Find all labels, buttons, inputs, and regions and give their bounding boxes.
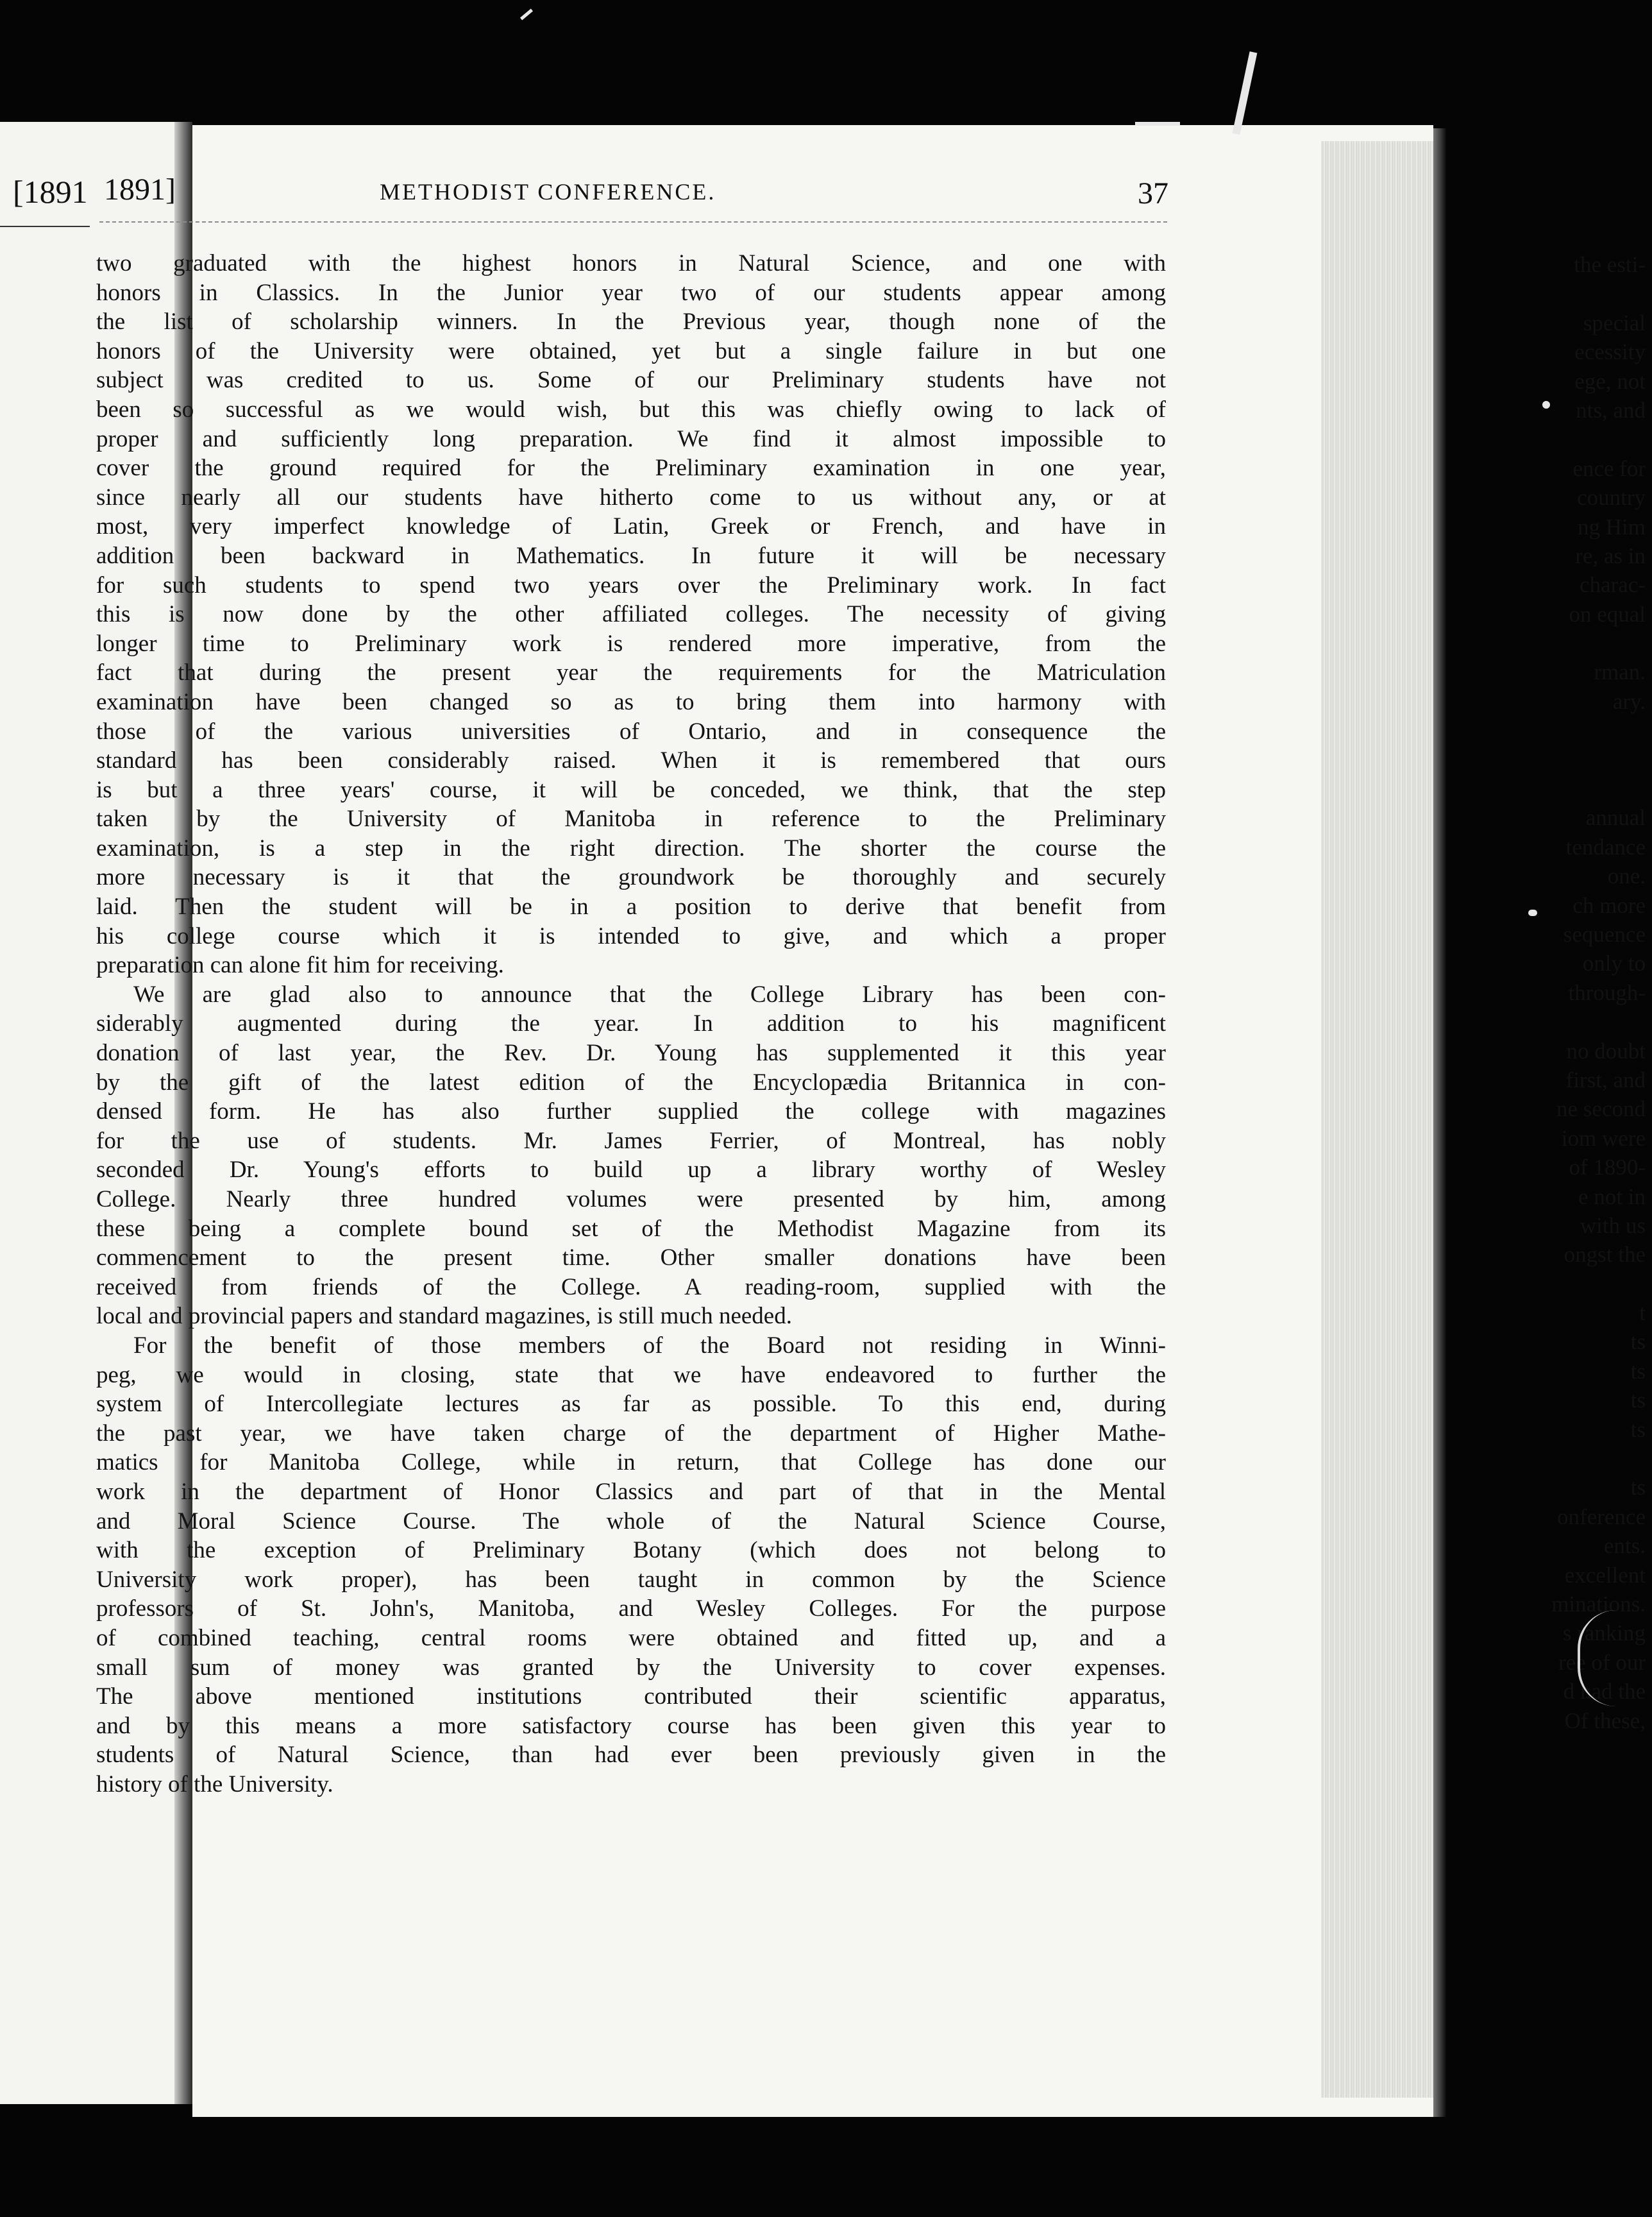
- body-line: more necessary is it that the groundwork be thoroughly and securely: [96, 864, 1166, 891]
- body-line: history of the University.: [96, 1771, 333, 1797]
- left-header-rule: [0, 226, 90, 227]
- left-page-line: special: [1583, 310, 1646, 336]
- body-line: is but a three years' course, it will be conceded, we think, that the step: [96, 776, 1166, 803]
- left-page-line: ary.: [1612, 688, 1646, 714]
- left-page-line: ts: [1630, 1329, 1646, 1355]
- left-page-header: [1891: [13, 174, 88, 210]
- left-page-line: country: [1577, 485, 1646, 511]
- left-page-line: Of these,: [1564, 1708, 1646, 1733]
- body-line: his college course which it is intended to give, and which a proper: [96, 922, 1166, 949]
- left-page-line: ents.: [1603, 1533, 1646, 1559]
- body-line: the past year, we have taken charge of the department of Higher Mathe-: [96, 1420, 1166, 1447]
- body-line: honors in Classics. In the Junior year two of our students appear among: [96, 279, 1166, 306]
- body-line: standard has been considerably raised. When it is remembered that ours: [96, 747, 1166, 774]
- body-line: the list of scholarship winners. In the Previous year, though none of the: [96, 309, 1166, 336]
- body-line: those of the various universities of Ontario, and in consequence the: [96, 718, 1166, 745]
- body-line: honors of the University were obtained, yet but a single failure in but one: [96, 337, 1166, 364]
- left-page-line: first, and: [1565, 1067, 1646, 1092]
- left-page-line: annual: [1585, 805, 1646, 831]
- left-page-line: no doubt: [1566, 1038, 1646, 1064]
- scan-mark: [1528, 910, 1537, 916]
- left-page-line: minations.: [1551, 1591, 1646, 1617]
- left-page-line: ch more: [1572, 892, 1646, 918]
- left-page-line: d had the: [1563, 1679, 1646, 1704]
- body-line: proper and sufficiently long preparation. We find it almost impossible to: [96, 425, 1166, 452]
- header-rule: [99, 221, 1167, 223]
- body-line: for the use of students. Mr. James Ferrier, of Montreal, has nobly: [96, 1127, 1166, 1154]
- left-page-line: e not in: [1578, 1184, 1646, 1209]
- left-page-line: ree of our: [1558, 1649, 1646, 1675]
- body-line: examination have been changed so as to bring them into harmony with: [96, 688, 1166, 715]
- left-page-line: through-: [1568, 980, 1646, 1005]
- left-page-line: charac-: [1580, 572, 1646, 598]
- scan-mark: [1135, 122, 1180, 126]
- left-page-line: ence for: [1572, 455, 1646, 481]
- body-line: longer time to Preliminary work is rendered more imperative, from the: [96, 630, 1166, 657]
- body-line: subject was credited to us. Some of our Preliminary students have not: [96, 367, 1166, 394]
- body-line: for such students to spend two years over the Preliminary work. In fact: [96, 572, 1166, 599]
- page-number: 37: [1138, 176, 1168, 210]
- left-page-line: the esti-: [1574, 252, 1646, 277]
- body-line: two graduated with the highest honors in Natural Science, and one with: [96, 250, 1166, 276]
- left-page-line: ng Him: [1578, 514, 1646, 539]
- body-line: professors of St. John's, Manitoba, and Wesley Colleges. For the purpose: [96, 1595, 1166, 1622]
- left-page-line: t: [1639, 1300, 1646, 1326]
- body-line: this is now done by the other affiliated colleges. The necessity of giving: [96, 601, 1166, 628]
- body-text: [96, 249, 1166, 1799]
- left-page-line: ts: [1630, 1388, 1646, 1413]
- body-line: examination, is a step in the right direction. The shorter the course the: [96, 835, 1166, 862]
- body-line: of combined teaching, central rooms were obtained and fitted up, and a: [96, 1624, 1166, 1651]
- running-header: [104, 172, 1168, 217]
- left-page-line: ege, not: [1574, 368, 1646, 394]
- left-page-line: onference: [1557, 1504, 1646, 1529]
- body-line: and by this means a more satisfactory course has been given this year to: [96, 1712, 1166, 1739]
- left-page-line: ecessity: [1574, 339, 1646, 365]
- left-page-line: ts: [1630, 1358, 1646, 1384]
- left-page-line: s ranking: [1562, 1620, 1646, 1646]
- body-line: College. Nearly three hundred volumes were presented by him, among: [96, 1186, 1166, 1212]
- left-page-line: excellent: [1564, 1562, 1646, 1588]
- scan-mark: [520, 9, 533, 21]
- body-line: these being a complete bound set of the Methodist Magazine from its: [96, 1215, 1166, 1242]
- body-line: taken by the University of Manitoba in reference to the Preliminary: [96, 806, 1166, 833]
- body-line: with the exception of Preliminary Botany (which does not belong to: [96, 1537, 1166, 1564]
- left-page-line: re, as in: [1575, 543, 1646, 568]
- body-line: preparation can alone fit him for receiving.: [96, 952, 504, 979]
- body-line: work in the department of Honor Classics and part of that in the Mental: [96, 1478, 1166, 1505]
- body-line: cover the ground required for the Preliminary examination in one year,: [96, 455, 1166, 482]
- left-page-line: iom were: [1561, 1125, 1646, 1151]
- body-line: fact that during the present year the requirements for the Matriculation: [96, 659, 1166, 686]
- left-page-line: sequence: [1563, 921, 1646, 947]
- left-page-line: ongst the: [1564, 1242, 1646, 1268]
- left-page-line: only to: [1582, 951, 1646, 976]
- left-page-line: tendance: [1565, 834, 1646, 860]
- header-year: 1891]: [104, 173, 176, 207]
- body-line: laid. Then the student will be in a position to derive that benefit from: [96, 894, 1166, 921]
- body-line: The above mentioned institutions contributed their scientific apparatus,: [96, 1683, 1166, 1710]
- body-line: students of Natural Science, than had ever been previously given in the: [96, 1742, 1166, 1769]
- body-line: by the gift of the latest edition of the Encyclopædia Britannica in con-: [96, 1069, 1166, 1096]
- page-edges: [1321, 141, 1433, 2098]
- body-line: University work proper), has been taught in common by the Science: [96, 1566, 1166, 1593]
- body-line: seconded Dr. Young's efforts to build up a library worthy of Wesley: [96, 1157, 1166, 1184]
- body-line: We are glad also to announce that the College Library has been con-: [133, 981, 1166, 1008]
- body-line: since nearly all our students have hitherto come to us without any, or at: [96, 484, 1166, 511]
- body-line: commencement to the present time. Other smaller donations have been: [96, 1244, 1166, 1271]
- left-page-line: rman.: [1594, 659, 1646, 685]
- body-line: For the benefit of those members of the Board not residing in Winni-: [133, 1332, 1166, 1359]
- left-page-line: of 1890-: [1569, 1155, 1646, 1180]
- body-line: donation of last year, the Rev. Dr. Young has supplemented it this year: [96, 1040, 1166, 1067]
- body-line: local and provincial papers and standard magazines, is still much needed.: [96, 1303, 792, 1330]
- left-page-line: ts: [1630, 1475, 1646, 1500]
- scan-mark: [1578, 1610, 1631, 1706]
- body-line: system of Intercollegiate lectures as far as possible. To this end, during: [96, 1391, 1166, 1418]
- body-line: siderably augmented during the year. In addition to his magnificent: [96, 1010, 1166, 1037]
- left-page-line: with us: [1580, 1212, 1646, 1238]
- body-line: small sum of money was granted by the University to cover expenses.: [96, 1654, 1166, 1681]
- body-line: most, very imperfect knowledge of Latin, Greek or French, and have in: [96, 513, 1166, 540]
- left-page-line: nts, and: [1576, 397, 1646, 423]
- scan-mark: [1542, 401, 1550, 409]
- left-page-line: on equal: [1569, 601, 1646, 627]
- left-page-line: ts: [1630, 1416, 1646, 1442]
- scan-mark: [1233, 51, 1258, 135]
- header-title: METHODIST CONFERENCE.: [380, 179, 716, 205]
- left-page-line: ne second: [1556, 1096, 1646, 1122]
- body-line: peg, we would in closing, state that we have endeavored to further the: [96, 1361, 1166, 1388]
- body-line: addition been backward in Mathematics. In future it will be necessary: [96, 542, 1166, 569]
- body-line: received from friends of the College. A reading-room, supplied with the: [96, 1273, 1166, 1300]
- body-line: been so successful as we would wish, but this was chiefly owing to lack of: [96, 396, 1166, 423]
- left-page-line: one.: [1607, 863, 1646, 889]
- body-line: and Moral Science Course. The whole of the Natural Science Course,: [96, 1508, 1166, 1534]
- body-line: matics for Manitoba College, while in return, that College has done our: [96, 1449, 1166, 1476]
- body-line: densed form. He has also further supplied the college with magazines: [96, 1098, 1166, 1125]
- page-edge-shadow: [1433, 128, 1446, 2117]
